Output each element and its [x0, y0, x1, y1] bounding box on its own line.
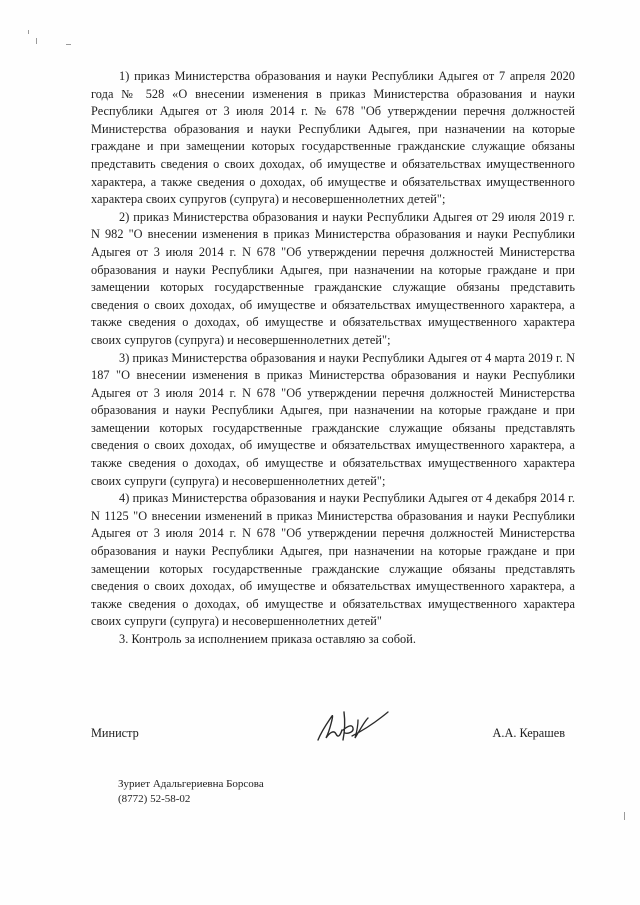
executor-info: [118, 777, 264, 807]
scan-mark: [624, 812, 625, 820]
handwritten-signature: [312, 700, 392, 748]
paragraph-item-2: 2) приказ Министерства образования и науки Республики Адыгея от 29 июля 2019 г. N 982 "О внесении изменения в приказ Министерства образования и науки Республики Адыгея от 3 июля 2014 г. N 678 "Об утверждении перечня должностей Министерства образования и науки Республики Адыгея, при назначении на которые граждане и при замещении которых государственные гражданские служащие обязаны представить сведения о своих доходах, об имуществе и обязательствах имущественного характера, а также сведения о доходах, об имуществе и обязательствах имущественного характера своих супругов (супруга) и несовершеннолетних детей";: [91, 209, 575, 347]
signer-name: А.А. Керашев: [492, 726, 565, 740]
paragraph-item-3: 3) приказ Министерства образования и науки Республики Адыгея от 4 марта 2019 г. N 187 "О внесении изменения в приказ Министерства образования и науки Республики Адыгея от 3 июля 2014 г. N 678 "Об утверждении перечня должностей Министерства образования и науки Республики Адыгея, при назначении на которые граждане и при замещении которых государственные гражданские служащие обязаны представлять сведения о своих доходах, об имуществе и обязательствах имущественного характера, а также сведения о доходах, об имуществе и обязательствах имущественного характера своих супруги (супруга) и несовершеннолетних детей";: [91, 350, 575, 488]
executor-name: Зуриет Адальгериевна Борсова: [118, 778, 264, 790]
scan-mark: [66, 44, 71, 45]
paragraph-item-1: 1) приказ Министерства образования и науки Республики Адыгея от 7 апреля 2020 года № 528 «О внесении изменения в приказ Министерства образования и науки Республики Адыгея от 3 июля 2014 г. № 678 "Об утверждении перечня должностей Министерства образования и науки Республики Адыгея, при назначении на которые граждане и при замещении которых государственные гражданские служащие обязаны представить сведения о своих доходах, об имуществе и обязательствах имущественного характера, а также сведения о доходах, об имуществе и обязательствах имущественного характера своих супругов (супруга) и несовершеннолетних детей";: [91, 69, 575, 207]
paragraph-item-4: 4) приказ Министерства образования и науки Республики Адыгея от 4 декабря 2014 г. N 1125 "О внесении изменений в приказ Министерства образования и науки Республики Адыгея от 3 июля 2014 г. N 678 "Об утверждении перечня должностей Министерства образования и науки Республики Адыгея, при назначении на которые граждане и при замещении которых государственные гражданские служащие обязаны представлять сведения о своих доходах, об имуществе и обязательствах имущественного характера, а также сведения о доходах, об имуществе и обязательствах имущественного характера своих супруги (супруга) и несовершеннолетних детей": [91, 491, 575, 629]
scan-mark: [28, 30, 29, 34]
executor-phone: (8772) 52-58-02: [118, 793, 191, 805]
document-body: [91, 68, 575, 649]
control-clause: 3. Контроль за исполнением приказа оставляю за собой.: [119, 632, 416, 646]
signer-title: Министр: [91, 726, 139, 740]
scan-mark: [36, 38, 37, 44]
